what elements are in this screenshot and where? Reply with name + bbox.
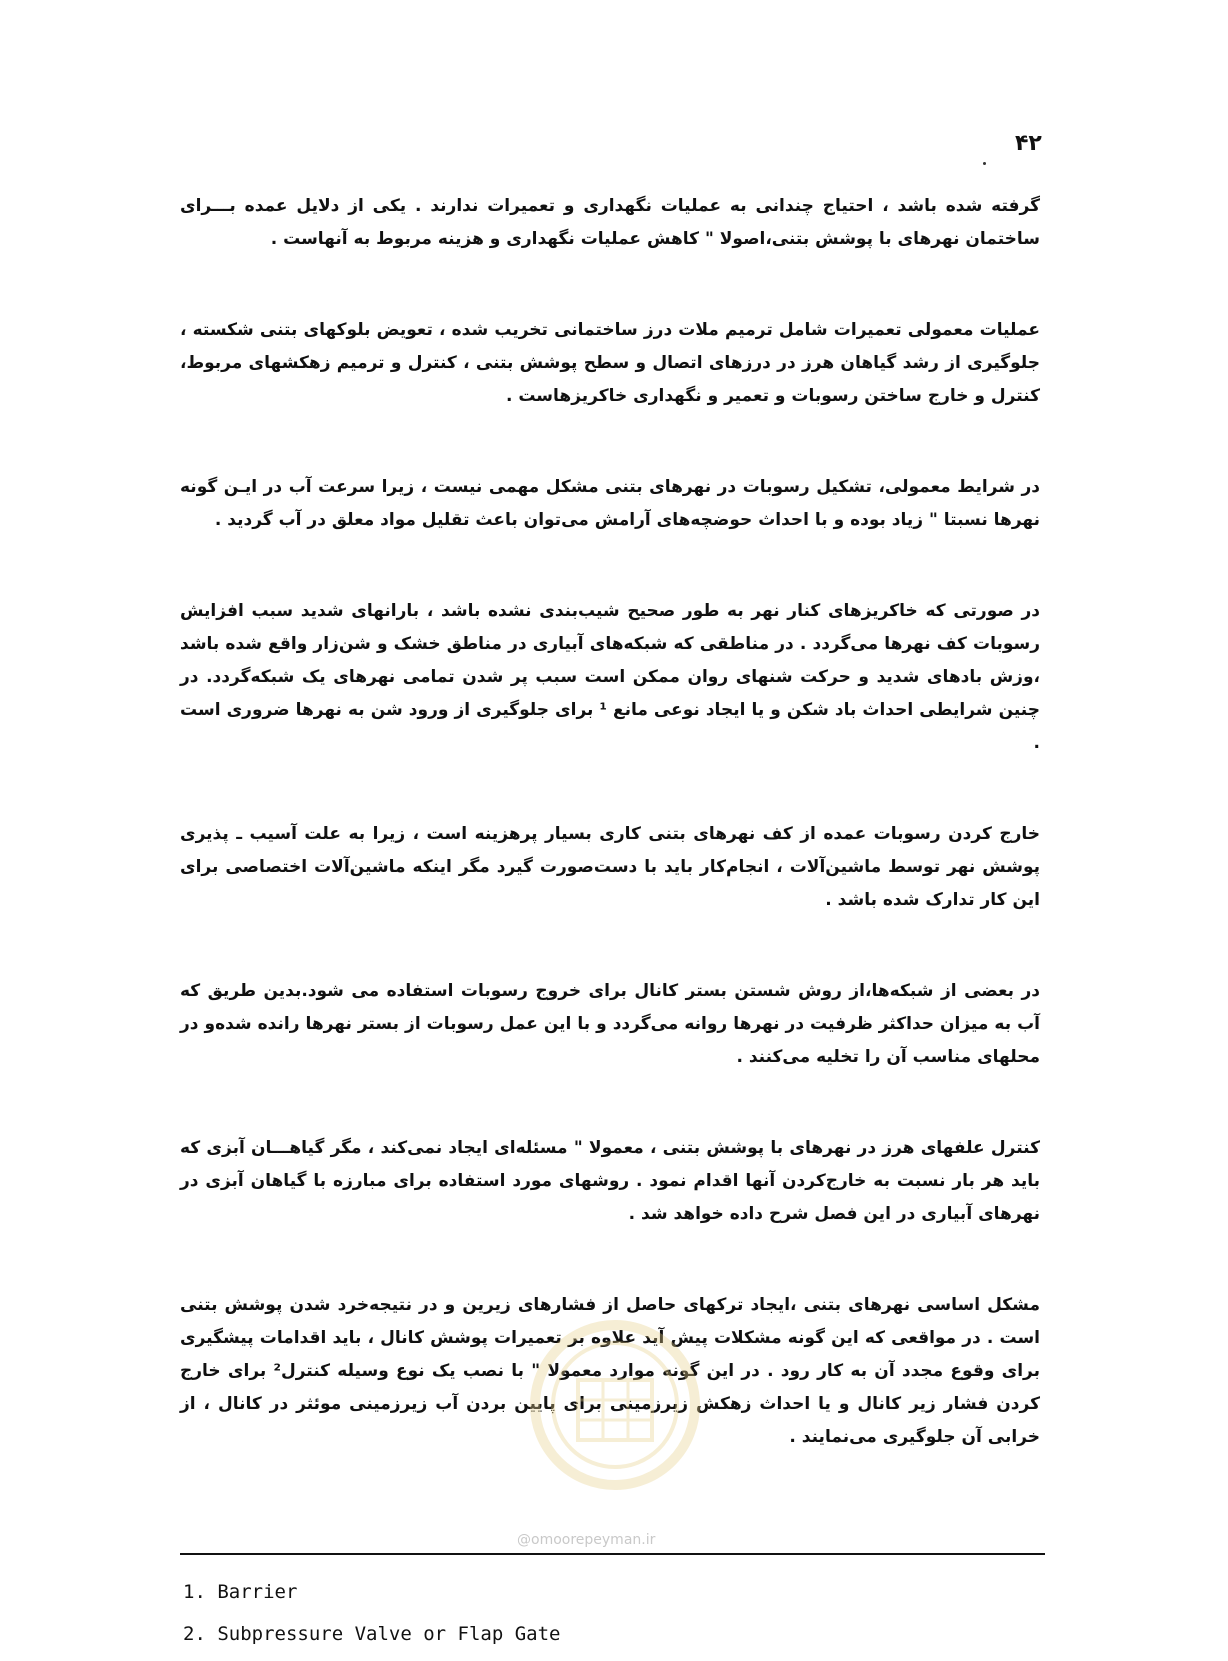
paragraph-5: خارج کردن رسوبات عمده از کف نهرهای بتنی کاری بسیار پرهزینه است ، زیرا به علت آسیب ـ پذیری پوشش نهر توسط ماشین‌آلات ، انجام‌کار باید با دست‌صورت گیرد مگر اینکه ماشین‌آلات اختصاصی برای این کار تدارک شده باشد . <box>180 824 1040 910</box>
footnote-2: 2. Subpressure Valve or Flap Gate <box>183 1623 561 1645</box>
paragraph-7: کنترل علفهای هرز در نهرهای با پوشش بتنی ، معمولا " مسئله‌ای ایجاد نمی‌کند ، مگر گیاهـــان آبزی که باید هر بار نسبت به خارج‌کردن آنها اقدام نمود . روشهای مورد استفاده برای مبارزه با گیاهان آبزی در نهرهای آبیاری در این فصل شرح داده خواهد شد . <box>180 1138 1040 1224</box>
paragraph-4: در صورتی که خاکریزهای کنار نهر به طور صحیح شیب‌بندی نشده باشد ، بارانهای شدید سبب افزایش رسوبات کف نهرها می‌گردد . در مناطقی که شبکه‌های آبیاری در مناطق خشک و شن‌زار واقع شده باشد ،وزش بادهای شدید و حرکت شنهای روان ممکن است سبب پر شدن تمامی نهرهای یک شبکه‌گردد. در چنین شرایطی احداث باد شکن و یا ایجاد نوعی مانع ¹ برای جلوگیری از ورود شن به نهرها ضروری است . <box>180 601 1040 753</box>
body-text <box>180 190 1040 1512</box>
footnote-1: 1. Barrier <box>183 1581 298 1603</box>
paragraph-3: در شرایط معمولی، تشکیل رسوبات در نهرهای بتنی مشکل مهمی نیست ، زیرا سرعت آب در ایـن گونه نهرها نسبتا " زیاد بوده و با احداث حوضچه‌های آرامش می‌توان باعث تقلیل مواد معلق در آب گردید . <box>180 477 1040 530</box>
paragraph-8: مشکل اساسی نهرهای بتنی ،ایجاد ترکهای حاصل از فشارهای زیرین و در نتیجه‌خرد شدن پوشش بتنی است . در مواقعی که این گونه مشکلات پیش آید علاوه بر تعمیرات پوشش کانال ، باید اقدامات پیشگیری برای وقوع مجدد آن به کار رود . در این گونه موارد معمولا " با نصب یک نوع وسیله کنترل² برای خارج کردن فشار زیر کانال و یا احداث زهکش زیرزمینی برای پایین بردن آب زیرزمینی موئثر در کانال ، از خرابی آن جلوگیری می‌نمایند . <box>180 1295 1040 1447</box>
page-number: ۴۲ <box>1015 131 1042 156</box>
paragraph-1: گرفته شده باشد ، احتیاج چندانی به عملیات نگهداری و تعمیرات ندارند . یکی از دلایل عمده بـــرای ساختمان نهرهای با پوشش بتنی،اصولا " کاهش عملیات نگهداری و هزینه مربوط به آنهاست . <box>180 196 1040 249</box>
speck <box>983 162 986 165</box>
footnotes <box>183 1577 561 1661</box>
footnote-divider <box>180 1553 1045 1555</box>
paragraph-2: عملیات معمولی تعمیرات شامل ترمیم ملات درز ساختمانی تخریب شده ، تعویض بلوکهای بتنی شکسته ، جلوگیری از رشد گیاهان هرز در درزهای اتصال و سطح پوشش بتنی ، کنترل و ترمیم زهکشهای مربوط، کنترل و خارج ساختن رسوبات و تعمیر و نگهداری خاکریزهاست . <box>180 320 1040 406</box>
watermark-text: @omoorepeyman.ir <box>517 1532 656 1548</box>
paragraph-6: در بعضی از شبکه‌ها،از روش شستن بستر کانال برای خروج رسوبات استفاده می شود.بدین طریق که آب به میزان حداکثر ظرفیت در نهرها روانه می‌گردد و با این عمل رسوبات از بستر نهرها رانده شده‌و در محلهای مناسب آن را تخلیه می‌کنند . <box>180 981 1040 1067</box>
